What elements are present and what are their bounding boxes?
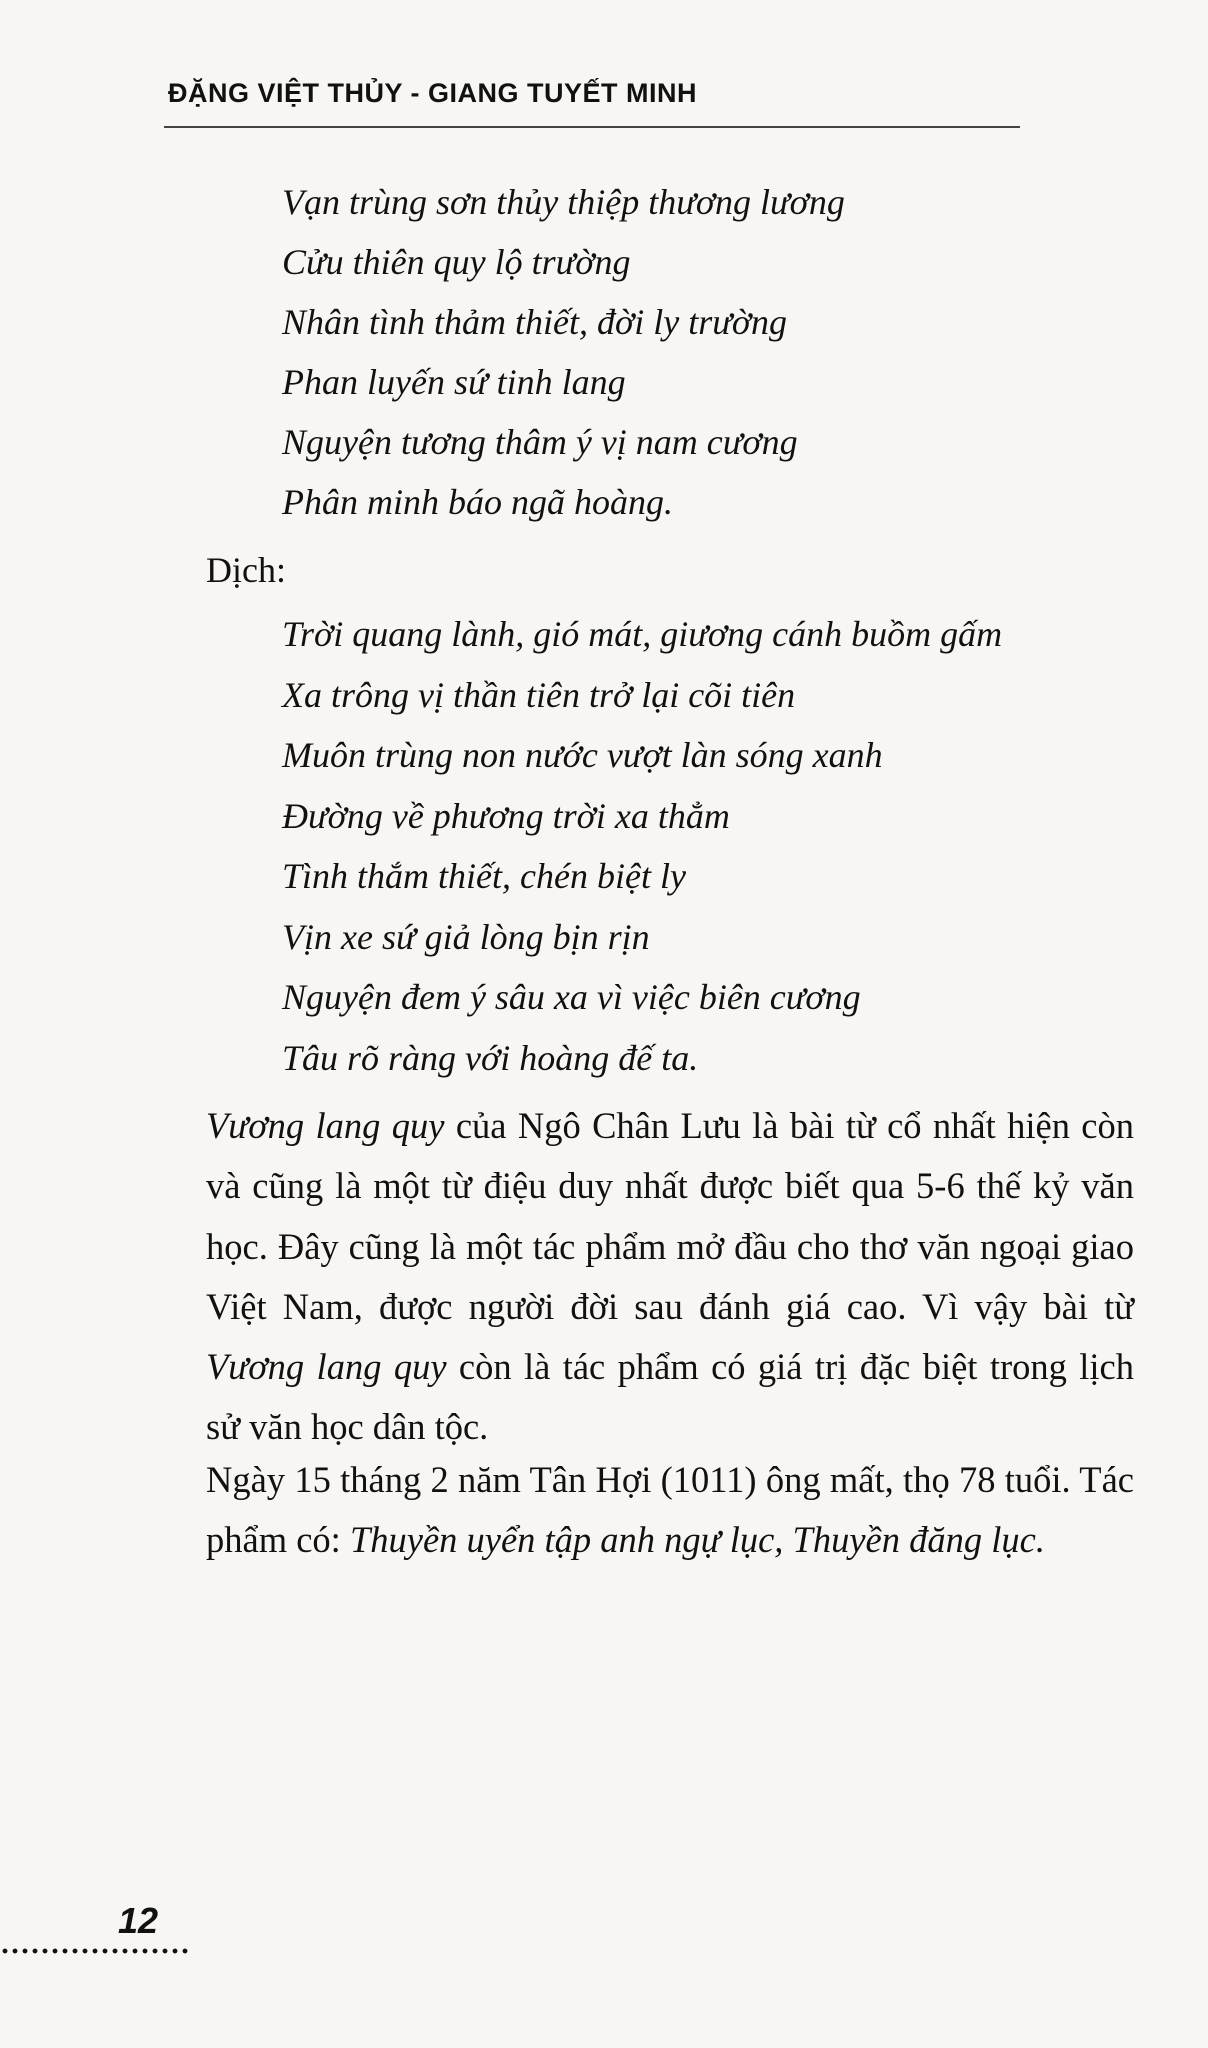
poem-line: Trời quang lành, gió mát, giương cánh buồm gấm xyxy=(282,614,1003,654)
page-number: 12 xyxy=(118,1900,159,1941)
poem-line: Xa trông vị thần tiên trở lại cõi tiên xyxy=(282,674,796,715)
translation-label: Dịch: xyxy=(206,550,286,590)
poem-line: Nguyện tương thâm ý vị nam cương xyxy=(282,422,798,462)
dot-leader xyxy=(0,1948,190,1954)
paragraph-text: của Ngô Chân Lưu là bài từ cổ nhất hiện còn và cũng là một từ điệu duy nhất được biết qua 5-6 thế kỷ văn học. Đây cũng là một tác phẩm mở đầu cho thơ văn ngoại giao Việt Nam, được người đời sau đánh giá cao. Vì vậy bài từ xyxy=(206,1105,1135,1327)
poem-line: Tình thắm thiết, chén biệt ly xyxy=(282,856,686,896)
works-list: Thuyền uyển tập anh ngự lục, Thuyền đăng lục. xyxy=(349,1519,1045,1561)
poem-line: Phân minh báo ngã hoàng. xyxy=(282,482,673,522)
poem-line: Vịn xe sứ giả lòng bịn rịn xyxy=(282,916,650,957)
poem-line: Vạn trùng sơn thủy thiệp thương lương xyxy=(282,182,845,222)
poem-line: Muôn trùng non nước vượt làn sóng xanh xyxy=(282,735,883,775)
poem-line: Nhân tình thảm thiết, đời ly trường xyxy=(282,302,788,342)
work-title: Vương lang quy xyxy=(206,1105,445,1146)
paragraph-text: Ngày 15 tháng 2 năm Tân Hợi (1011) ông mất, thọ 78 tuổi. Tác phẩm có: xyxy=(206,1459,1134,1561)
poem-original xyxy=(282,172,845,532)
poem-line: Đường về phương trời xa thẳm xyxy=(282,795,730,836)
running-header: ĐẶNG VIỆT THỦY - GIANG TUYẾT MINH xyxy=(168,78,698,108)
body-paragraph xyxy=(206,1096,1134,1458)
poem-line: Cửu thiên quy lộ trường xyxy=(282,242,631,282)
work-title: Vương lang quy xyxy=(206,1346,447,1388)
poem-line: Tâu rõ ràng với hoàng đế ta. xyxy=(282,1037,699,1078)
poem-line: Nguyện đem ý sâu xa vì việc biên cương xyxy=(282,977,861,1017)
poem-line: Phan luyến sứ tinh lang xyxy=(282,362,626,402)
body-paragraph xyxy=(206,1450,1134,1571)
header-rule xyxy=(164,126,1020,128)
poem-translation xyxy=(282,604,1002,1088)
paragraph-text: còn là tác phẩm có giá trị đặc biệt trong lịch sử văn học dân tộc. xyxy=(206,1346,1134,1448)
